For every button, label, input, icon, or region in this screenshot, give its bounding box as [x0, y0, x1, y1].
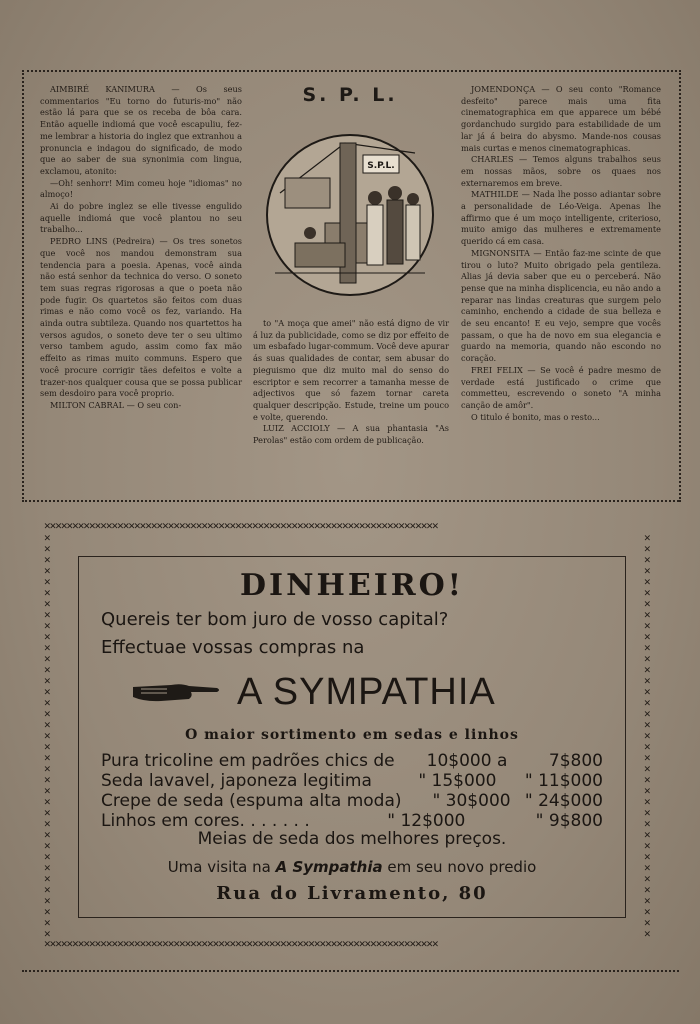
letter-paragraph: PEDRO LINS (Pedreira) — Os tres sonetos que você nos mandou demonstram sua tendencia para a poesia. Apenas, você ainda não está senhor da technica do verso. O soneto tem suas regras rigorosas a que o poeta não pode fugir. Os quartetos são feitos com duas rimas e não como você os fez, variando. Ha ainda outra subtileza. Quando nos quartettos ha versos agudos, o soneto deve ter o seu ultimo verso tambem agudo, assim como fax mão effeito as rimas muito communs. Espero que você procure corrigir tães defeitos e volte a trazer-nos qualquer cousa que se possa publicar sem desdoiro para você proprio.	[40, 236, 242, 399]
price-from: " 15$000	[418, 771, 497, 791]
price-from: " 12$000	[387, 811, 466, 831]
ad-brand-row	[79, 671, 625, 711]
illustration-sign: S.P.L.	[367, 161, 395, 171]
price-item: Crepe de seda (espuma alta moda)	[101, 791, 402, 811]
bottom-dotted-rule	[22, 970, 679, 972]
ornament-border-right: ✕✕✕✕✕✕✕✕✕✕✕✕✕✕✕✕✕✕✕✕✕✕✕✕✕✕✕✕✕✕✕✕✕✕✕✕✕	[644, 532, 651, 938]
ad-brand: A SYMPATHIA	[237, 671, 496, 713]
column-right	[461, 84, 661, 423]
letter-paragraph: JOMENDONÇA — O seu conto "Romance desfeito" parece mais uma fita cinematographica em que apparece um bébé gordanchudo surgido para estabilidade de um lar já á beira do abysmo. Mande-nos cousas mais curtas e menos cinematographicas.	[461, 84, 661, 153]
letter-paragraph: MIGNONSITA — Então faz-me scinte de que tirou o luto? Muito obrigado pela gentileza. Alias já devia saber que eu o perceberá. Não pense que na minha displicencia, eu não ando a reparar nas lindas creaturas que surgem pelo caminho, enchendo a cidade de sua belleza e de seu encanto! E eu vejo, sempre que vocês passam, o que ha de novo em sua elegancia e guardo na memoria, quando não escondo no coração.	[461, 247, 661, 364]
price-to: 7$800	[548, 751, 603, 771]
letter-paragraph: MATHILDE — Nada lhe posso adiantar sobre a personalidade de Léo-Veiga. Apenas lhe affirmo que é um moço intelligente, criterioso, muito amigo das mulheres e extremamente querido cá em casa.	[461, 189, 661, 247]
price-from: " 30$000	[432, 791, 511, 811]
price-to: " 11$000	[524, 771, 603, 791]
ad-stockings-line: Meias de seda dos melhores preços.	[197, 829, 507, 849]
column-left	[40, 84, 242, 412]
price-item: Seda lavavel, japoneza legitima	[101, 771, 372, 791]
letter-paragraph: MILTON CABRAL — O seu con-	[50, 399, 182, 410]
ornament-border-bottom: ✕✕✕✕✕✕✕✕✕✕✕✕✕✕✕✕✕✕✕✕✕✕✕✕✕✕✕✕✕✕✕✕✕✕✕✕✕✕✕✕✕✕✕✕✕✕✕✕✕✕✕✕✕✕✕✕✕✕✕✕✕✕✕✕✕✕✕✕✕✕	[44, 938, 438, 950]
letter-paragraph: FREI FELIX — Se você é padre mesmo de verdade está justificado o crime que commetteu, escrevendo o soneto "A minha canção de amôr".	[461, 364, 661, 410]
pointing-hand-icon	[131, 677, 221, 705]
section-title: S. P. L.	[302, 84, 398, 106]
letter-paragraph: to "A moça que amei" não está digno de vir á luz da publicidade, como se diz por effeito de um esbafado lugar-commum. Você deve apurar ás suas qualidades de contar, sem abusar do pieguismo que diz muito mal do senso do escriptor e sem recorrer a tamanha messe de adjectivos que só fazem tornar careta qualquer descripção. Estude, treine um pouco e volte, querendo.	[253, 318, 449, 422]
ornament-border-left: ✕✕✕✕✕✕✕✕✕✕✕✕✕✕✕✕✕✕✕✕✕✕✕✕✕✕✕✕✕✕✕✕✕✕✕✕✕	[44, 532, 51, 938]
section-divider	[22, 500, 679, 502]
price-to: " 9$800	[535, 811, 603, 831]
letter-paragraph: —Oh! senhorr! Mim comeu hoje "idiomas" no almoço!	[40, 177, 242, 200]
letter-paragraph: AIMBIRÉ KANIMURA — Os seus commentarios "Eu torno do futuris-mo" não estão lá para que se os receba de bôa cara. Então aquelle indiomá que você escapuliu, fez-me lembrar a historia do inglez que extranhou a pronuncia e indagou do significado, de modo que ao saber de sua synonimia com lingua, exclamou, atonito:	[40, 84, 242, 176]
price-to: " 24$000	[524, 791, 603, 811]
ad-question: Quereis ter bom juro de vosso capital?	[101, 609, 449, 630]
illustration-office-scene	[265, 133, 435, 298]
price-row	[101, 771, 603, 791]
letter-paragraph: Ai do pobre inglez se elle tivesse engulido aquelle indiomá que você plantou no seu trabalho...	[40, 201, 242, 235]
ad-invitation: Effectuae vossas compras na	[101, 637, 365, 658]
ornament-border-top: ✕✕✕✕✕✕✕✕✕✕✕✕✕✕✕✕✕✕✕✕✕✕✕✕✕✕✕✕✕✕✕✕✕✕✕✕✕✕✕✕✕✕✕✕✕✕✕✕✕✕✕✕✕✕✕✕✕✕✕✕✕✕✕✕✕✕✕✕✕✕	[44, 520, 438, 532]
letter-paragraph: LUIZ ACCIOLY — A sua phantasia "As Perolas" estão com ordem de publicação.	[253, 423, 449, 446]
column-middle	[253, 318, 449, 447]
ad-visit-line: Uma visita na A Sympathia em seu novo predio	[167, 858, 537, 876]
price-item: Pura tricoline em padrões chics de	[101, 751, 395, 771]
ad-headline: DINHEIRO!	[240, 568, 464, 603]
price-item: Linhos em cores. . . . . . .	[101, 811, 310, 831]
ad-address: Rua do Livramento, 80	[216, 883, 488, 904]
price-from: 10$000 a	[426, 751, 508, 771]
advertisement	[78, 556, 626, 918]
price-row	[101, 751, 603, 771]
price-row	[101, 791, 603, 811]
letter-paragraph: CHARLES — Temos alguns trabalhos seus em nossas mãos, sobre os quaes nos externaremos em breve.	[461, 154, 661, 188]
ad-visit-brand: A Sympathia	[275, 858, 383, 876]
letter-paragraph: O titulo é bonito, mas o resto...	[471, 411, 600, 422]
price-row	[101, 811, 603, 831]
price-list	[101, 751, 603, 831]
ad-tagline: O maior sortimento em sedas e linhos	[185, 727, 519, 743]
